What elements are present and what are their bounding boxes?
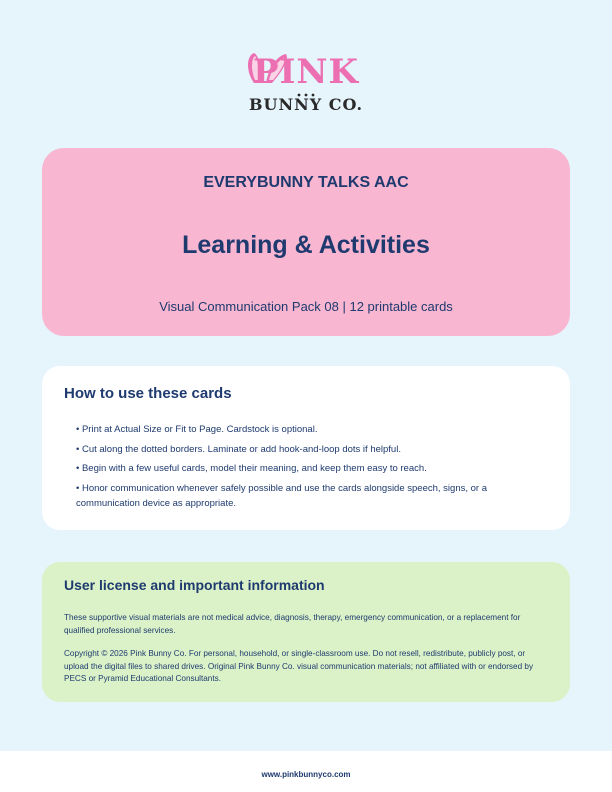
- list-item: • Print at Actual Size or Fit to Page. Cardstock is optional.: [76, 424, 318, 435]
- license-card: [42, 562, 570, 702]
- series-title: EVERYBUNNY TALKS AAC: [203, 174, 409, 191]
- brand-name: PINK: [252, 52, 360, 92]
- how-to-heading: How to use these cards: [64, 385, 232, 402]
- license-heading: User license and important information: [64, 577, 325, 593]
- page-title: Learning & Activities: [182, 231, 430, 259]
- website-link[interactable]: www.pinkbunnyco.com: [261, 770, 351, 779]
- list-item: • Honor communication whenever safely possible and use the cards alongside speech, signs, or a communication device as appropriate.: [76, 482, 488, 509]
- instructions-list: [76, 422, 546, 516]
- page-footer: [0, 751, 612, 792]
- disclaimer-text: These supportive visual materials are not medical advice, diagnosis, therapy, emergency communication, or a replacement for qualified professional services.: [64, 613, 521, 635]
- how-to-use-card: [42, 366, 570, 530]
- list-item: • Cut along the dotted borders. Laminate or add hook-and-loop dots if helpful.: [76, 443, 401, 455]
- hero-banner: [42, 148, 570, 336]
- brand-subtitle: BUNNY CO.: [248, 95, 364, 114]
- copyright-text: Copyright © 2026 Pink Bunny Co. For personal, household, or single-classroom use. Do not resell, redistribute, publicly post, or upload the digital files to shared drives. Original Pink Bunny Co. visual communication materials; not affiliated with or endorsed by PECS or Pyramid Educational Consultants.: [64, 649, 534, 683]
- pack-info: Visual Communication Pack 08 | 12 printable cards: [159, 299, 453, 314]
- list-item: • Begin with a few useful cards, model their meaning, and keep them easy to reach.: [76, 463, 427, 474]
